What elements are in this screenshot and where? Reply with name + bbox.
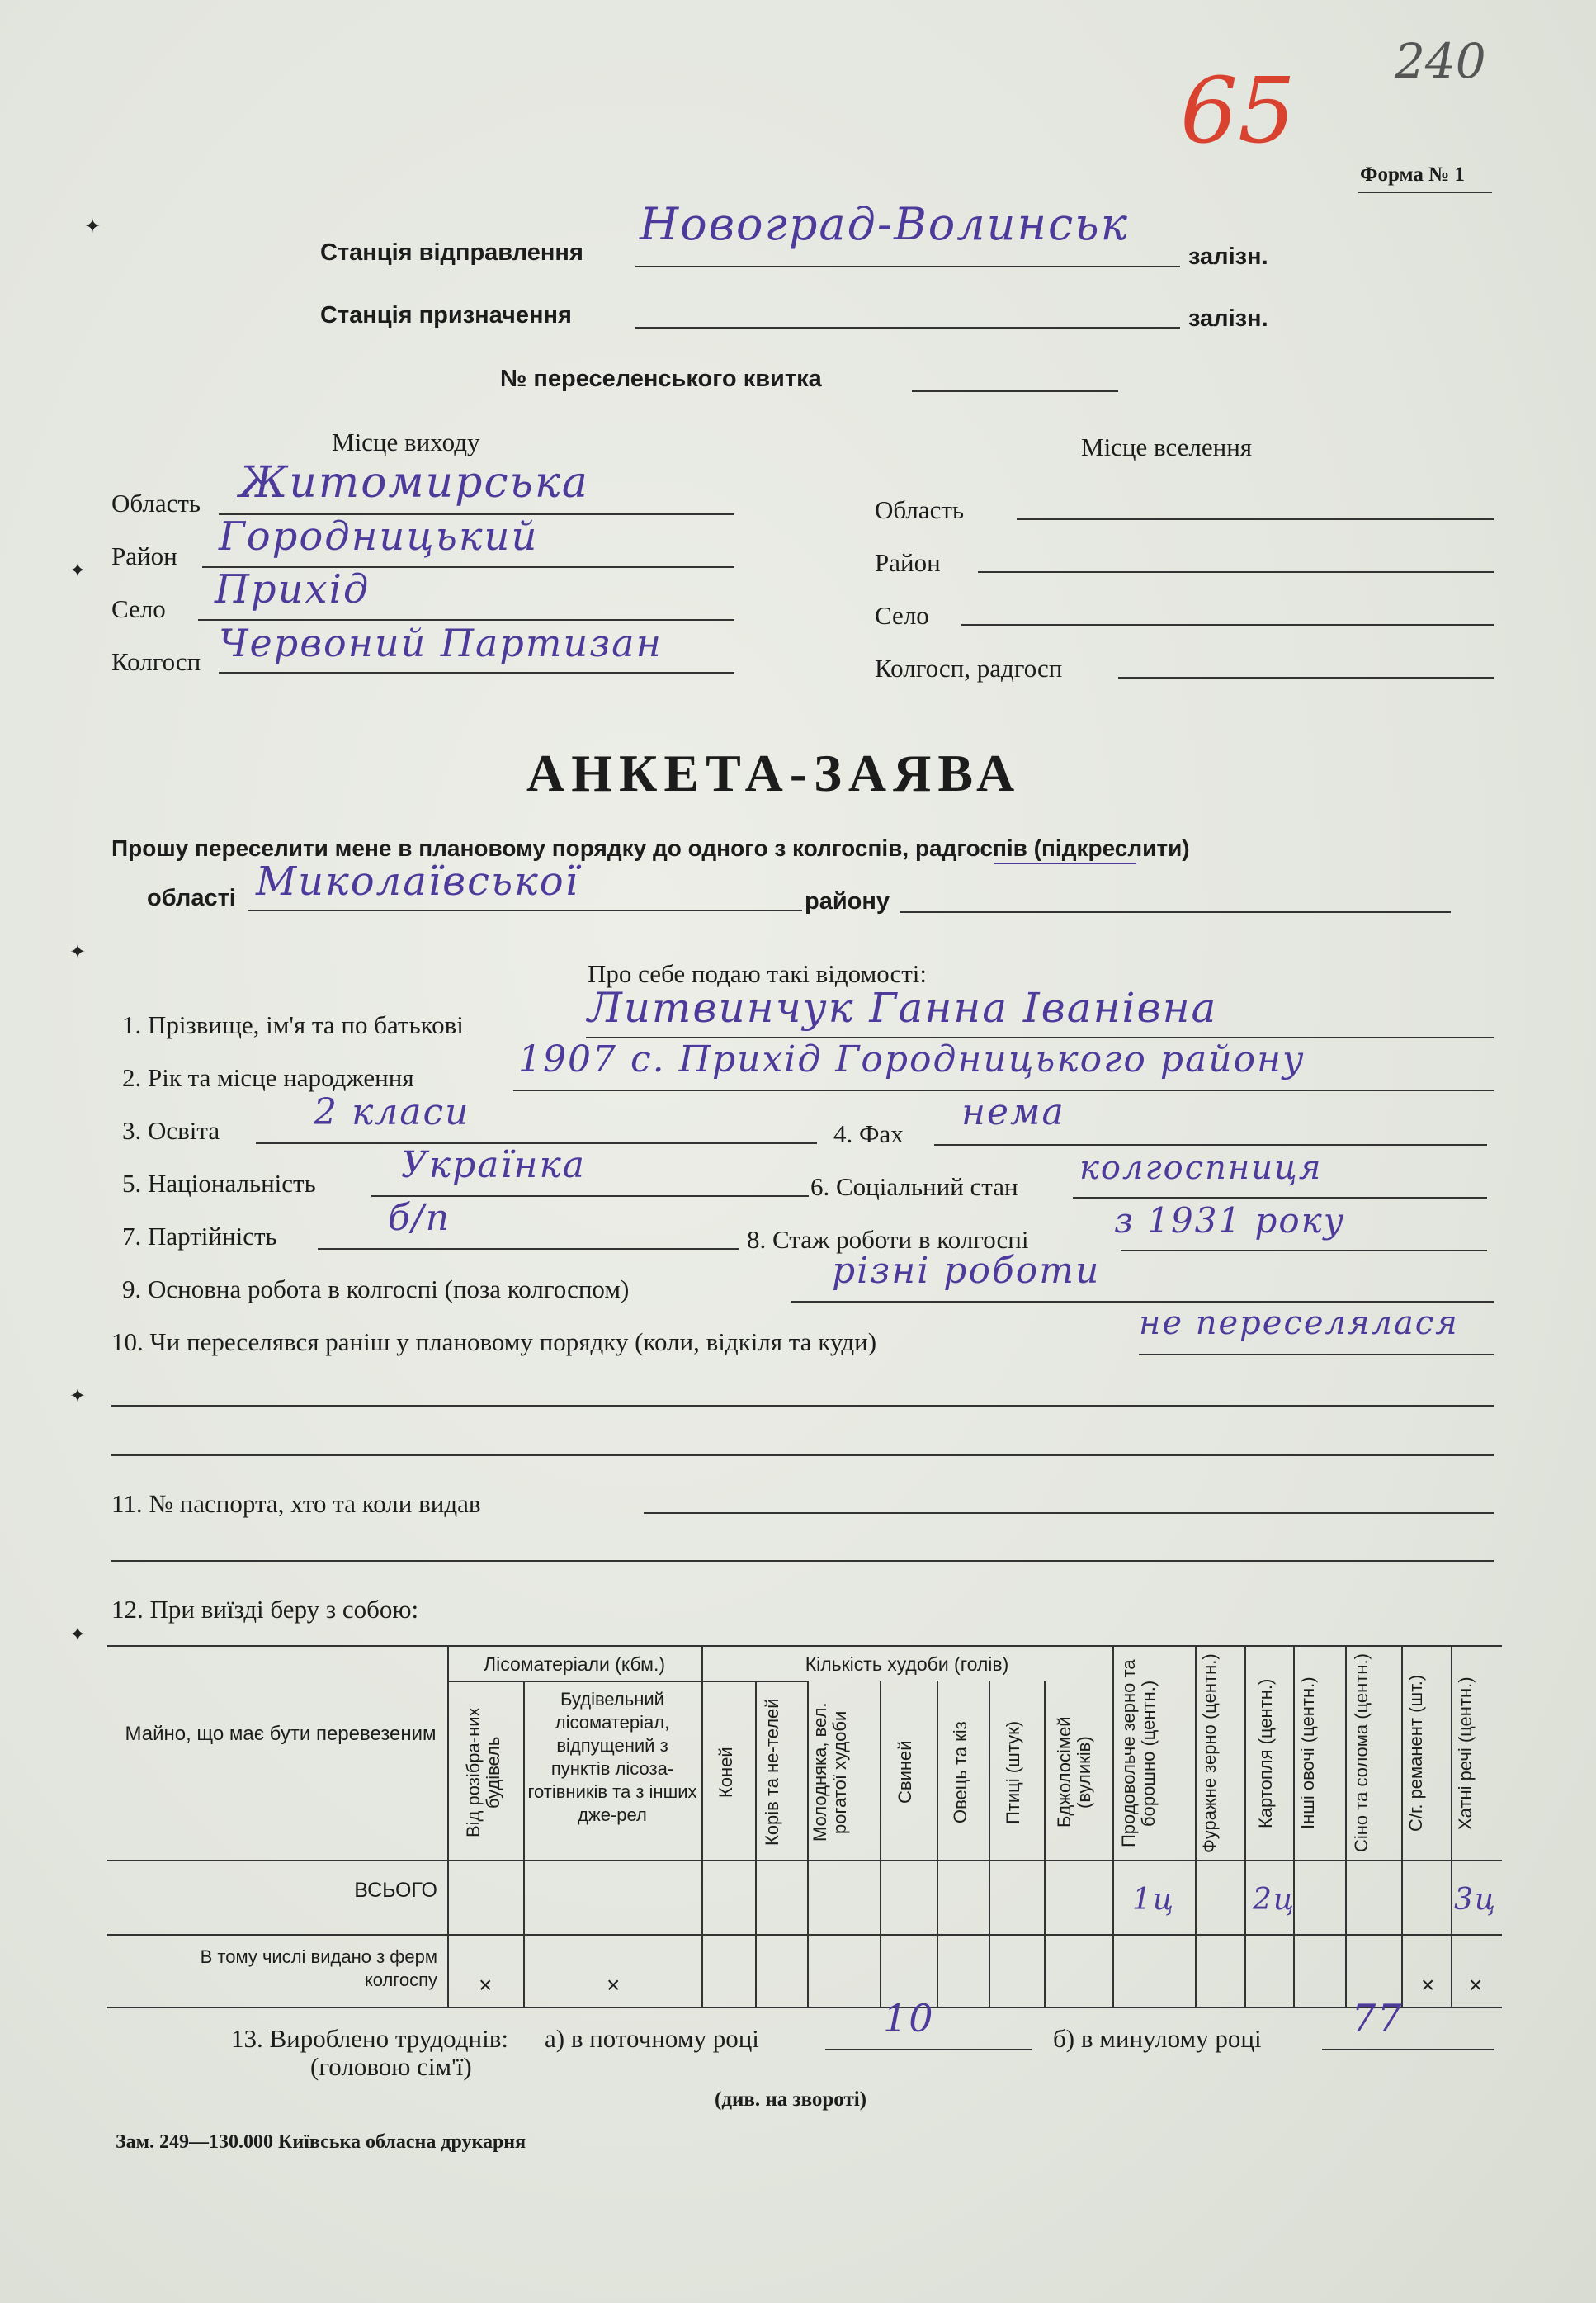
destination-region-label: Область [875,495,965,524]
see-reverse-note: (див. на звороті) [715,2088,867,2111]
col-bee-families: Бджолосімей (вуликів) [1054,1716,1094,1828]
col-young-cattle: Молодняка, вел. рогатої худоби [810,1702,850,1842]
field-5-label: 5. Національність [122,1169,316,1198]
field-7-label: 7. Партійність [122,1222,277,1251]
request-oblast-label: області [147,885,236,911]
request-raion-line [900,911,1451,913]
table-col-line [1112,1645,1114,2007]
table-border-bottom [107,2007,1502,2008]
col-hay-straw: Сіно та солома (центн.) [1351,1653,1372,1853]
field-4-line [934,1144,1487,1146]
table-col-line [1451,1645,1452,2007]
col-dismantled-buildings: Від розібра-них будівель [463,1707,503,1837]
field-1-label: 1. Прізвище, ім'я та по батькові [122,1010,464,1039]
request-oblast-value: Миколаївської [256,858,580,905]
origin-village-label: Село [111,594,166,623]
destination-district-label: Район [875,548,941,577]
field-11-extra-line [111,1560,1494,1562]
origin-region-value: Житомирська [239,458,589,508]
col-cows: Корів та не-телей [762,1698,782,1847]
field-10-extra-line-1 [111,1405,1494,1407]
field-4-label: 4. Фах [833,1119,904,1148]
punch-hole-mark: ✦ [69,941,87,963]
ticket-label: № переселенського квитка [500,366,822,392]
col-food-grain: Продовольче зерно та борошно (центн.) [1118,1659,1159,1847]
ticket-line [912,390,1118,392]
request-oblast-line [248,910,802,911]
col-building-lumber: Будівельний лісоматеріал, відпущений з пунктів лісоза-готівників та з інших дже-рел [527,1689,697,1825]
destination-heading: Місце вселення [1081,433,1253,461]
table-col-line [701,1645,703,2007]
origin-village-value: Прихід [215,566,371,612]
field-6-line [1073,1197,1487,1199]
destination-village-label: Село [875,601,929,630]
departure-station-value: Новоград-Волинськ [640,198,1129,250]
field-9-value: різні роботи [832,1250,1101,1292]
field-7-value: б/п [388,1197,451,1239]
field-10-line [1139,1354,1494,1355]
punch-hole-mark: ✦ [69,560,87,582]
punch-hole-mark: ✦ [69,1624,87,1646]
departure-station-label: Станція відправлення [320,239,583,266]
field-3-value: 2 класи [314,1091,470,1133]
field-9-line [791,1301,1494,1303]
field-4-value: нема [961,1091,1065,1133]
col-farm-tools: С/г. реманент (шт.) [1405,1674,1426,1832]
field-8-label: 8. Стаж роботи в колгоспі [747,1225,1029,1254]
punch-hole-mark: ✦ [69,1385,87,1407]
table-col-line [989,1681,990,2007]
table-col-line [523,1681,525,2007]
table-col-line [807,1681,809,2007]
request-line-1: Прошу переселити мене в плановому порядку до одного з колгоспів, радгоспів (підкреслити) [111,835,1190,861]
punch-hole-mark: ✦ [84,215,102,238]
group-lumber-header: Лісоматеріали (кбм.) [483,1653,666,1675]
row-farm-label: В тому числі видано з ферм колгоспу [200,1946,437,1990]
col-poultry: Птиці (штук) [1003,1720,1023,1824]
col-household-items: Хатні речі (центн.) [1455,1676,1476,1830]
x-mark: × [1469,1972,1483,1998]
total-household: 3ц [1454,1883,1498,1917]
group-cattle-header: Кількість худоби (голів) [805,1653,1009,1675]
departure-station-line [635,266,1180,267]
col-horses: Коней [715,1747,736,1798]
field-1-value: Литвинчук Ганна Іванівна [588,984,1218,1032]
workdays-current-value: 10 [883,1996,935,2041]
arrival-station-line [635,327,1180,329]
destination-district-line [978,571,1494,573]
archive-number-red: 65 [1180,58,1296,163]
row-total-label: ВСЬОГО [354,1879,437,1902]
destination-village-line [961,624,1494,626]
workdays-last-line [1322,2049,1494,2050]
table-col-line [755,1681,757,2007]
luggage-table [107,1645,1502,2008]
x-mark: × [1421,1972,1435,1998]
table-col-line [1345,1645,1347,2007]
table-col-line [1244,1645,1246,2007]
col-fodder-grain: Фуражне зерно (центн.) [1199,1653,1220,1853]
form-title: АНКЕТА-ЗАЯВА [526,744,1022,802]
table-col-line [1293,1645,1295,2007]
field-12-label: 12. При виїзді беру з собою: [111,1595,419,1624]
field-8-value: з 1931 року [1114,1200,1346,1241]
kolhosp-underline-mark [994,863,1136,864]
arrival-station-label: Станція призначення [320,302,572,329]
field-8-line [1121,1250,1487,1251]
col-potatoes: Картопля (центн.) [1255,1678,1276,1828]
field-5-value: Українка [401,1144,587,1186]
origin-district-value: Городницький [219,513,539,560]
field-2-label: 2. Рік та місце народження [122,1063,414,1092]
table-col-line [447,1645,449,2007]
destination-kolhosp-line [1118,677,1494,679]
workdays-last-label: б) в минулому році [1053,2024,1262,2053]
field-3-label: 3. Освіта [122,1116,220,1145]
workdays-last-value: 77 [1352,1996,1404,2041]
destination-kolhosp-label: Колгосп, радгосп [875,654,1063,683]
archive-number-grey: 240 [1395,33,1486,89]
table-col-line [1401,1645,1403,2007]
field-9-label: 9. Основна робота в колгоспі (поза колгоспом) [122,1274,630,1303]
form-number-underline [1358,192,1492,193]
total-potatoes: 2ц [1253,1883,1296,1917]
field-2-value: 1907 с. Прихід Городницького району [518,1038,1306,1081]
col-property-header: Майно, що має бути перевезеним [125,1723,437,1745]
origin-district-label: Район [111,541,177,570]
field-6-value: колгоспниця [1079,1149,1323,1187]
table-col-line [1044,1681,1046,2007]
workdays-label: 13. Вироблено трудоднів: [231,2024,509,2053]
origin-kolhosp-value: Червоний Партизан [219,621,663,665]
table-col-line [937,1681,938,2007]
col-sheep-goats: Овець та кіз [950,1721,970,1823]
departure-railway-suffix: залізн. [1188,244,1268,270]
col-other-vegetables: Інші овочі (центн.) [1297,1676,1318,1830]
total-food-grain: 1ц [1132,1883,1176,1917]
workdays-current-line [825,2049,1032,2050]
origin-region-label: Область [111,489,201,518]
origin-heading: Місце виходу [332,428,480,456]
table-col-line [880,1681,881,2007]
request-raion-label: району [805,888,890,915]
origin-kolhosp-label: Колгосп [111,647,201,676]
origin-kolhosp-line [219,672,734,674]
x-mark: × [479,1972,493,1998]
table-col-line [1195,1645,1197,2007]
field-11-line [644,1512,1494,1514]
field-10-value: не переселялася [1139,1304,1459,1342]
destination-region-line [1017,518,1494,520]
field-10-extra-line-2 [111,1454,1494,1456]
field-6-label: 6. Соціальний стан [810,1172,1018,1201]
arrival-railway-suffix: залізн. [1188,305,1268,332]
field-7-line [318,1248,739,1250]
field-11-label: 11. № паспорта, хто та коли видав [111,1489,481,1518]
form-number: Форма № 1 [1360,163,1465,186]
workdays-current-label: а) в поточному році [545,2024,759,2053]
about-heading: Про себе подаю такі відомості: [588,959,928,988]
x-mark: × [607,1972,621,1998]
workdays-sub-label: (головою сім'ї) [310,2052,472,2081]
col-pigs: Свиней [895,1740,915,1804]
printer-imprint: Зам. 249—130.000 Київська обласна друкарня [116,2131,526,2153]
field-10-label: 10. Чи переселявся раніш у плановому порядку (коли, відкіля та куди) [111,1327,877,1356]
